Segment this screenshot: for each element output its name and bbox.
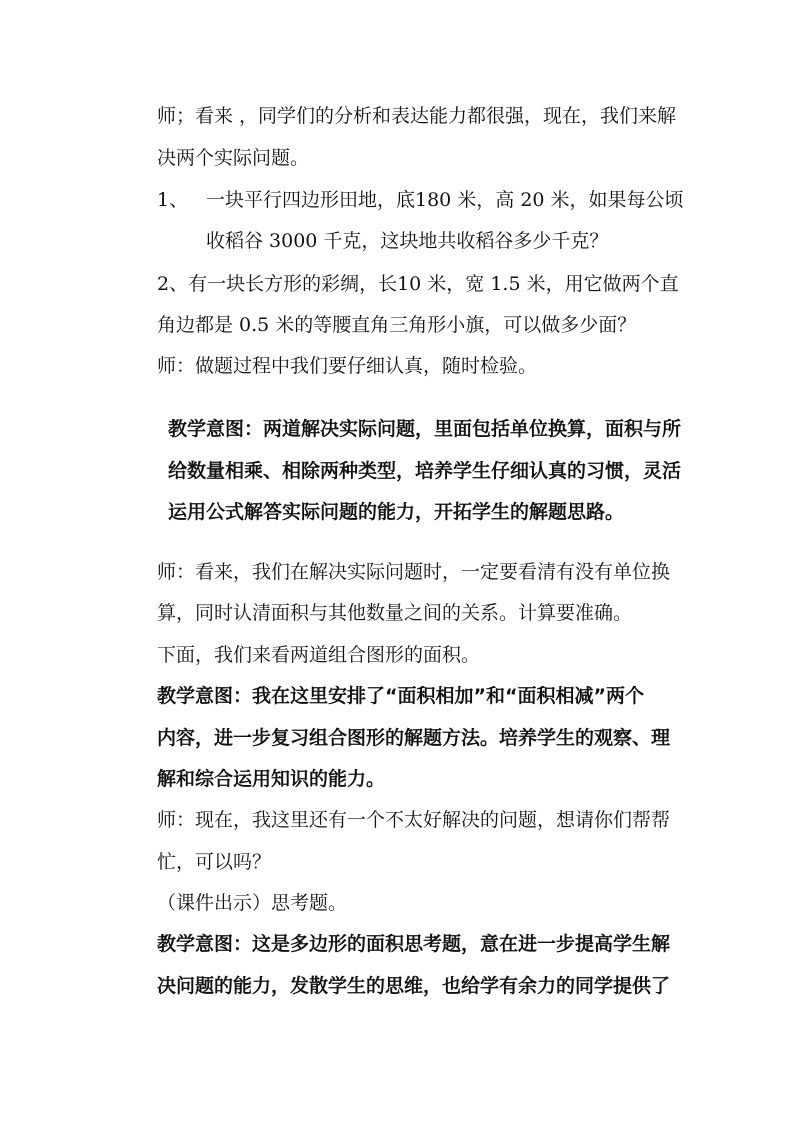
paragraph-line: 决两个实际问题。: [157, 147, 310, 169]
paragraph-line: 师：现在，我这里还有一个不太好解决的问题，想请你们帮帮: [157, 809, 671, 831]
teaching-intent-line: 教学意图：这是多边形的面积思考题，意在进一步提高学生解: [157, 933, 671, 955]
paragraph-line: 忙，可以吗？: [157, 851, 272, 873]
paragraph-line: 算，同时认清面积与其他数量之间的关系。计算要准确。: [157, 602, 633, 624]
paragraph-line: （课件出示）思考题。: [157, 892, 348, 914]
list-number: 1、: [157, 189, 189, 211]
paragraph-line: 下面，我们来看两道组合图形的面积。: [157, 644, 481, 666]
teaching-intent-line: 教学意图：两道解决实际问题，里面包括单位换算，面积与所: [168, 418, 682, 440]
list-item-text: 一块平行四边形田地，底180 米，高 20 米，如果每公顷: [206, 189, 684, 211]
paragraph-line: 师：看来，我们在解决实际问题时，一定要看清有没有单位换: [157, 561, 671, 583]
teaching-intent-line: 内容，进一步复习组合图形的解题方法。培养学生的观察、理: [157, 727, 671, 749]
list-item-text: 角边都是 0.5 米的等腰直角三角形小旗，可以做多少面？: [157, 314, 637, 336]
paragraph-line: 师；看来 ，同学们的分析和表达能力都很强，现在，我们来解: [157, 105, 677, 127]
teaching-intent-line: 教学意图：我在这里安排了“面积相加”和“面积相减”两个: [157, 685, 644, 707]
list-item-text: 收稻谷 3000 千克，这块地共收稻谷多少千克？: [206, 230, 609, 252]
list-item-text: 2、有一块长方形的彩绸，长10 米，宽 1.5 米，用它做两个直: [157, 273, 679, 295]
teaching-intent-line: 运用公式解答实际问题的能力，开拓学生的解题思路。: [168, 501, 625, 523]
teaching-intent-line: 给数量相乘、相除两种类型，培养学生仔细认真的习惯，灵活: [168, 460, 682, 482]
teaching-intent-line: 决问题的能力，发散学生的思维，也给学有余力的同学提供了: [157, 975, 671, 997]
teaching-intent-line: 解和综合运用知识的能力。: [157, 768, 386, 790]
paragraph-line: 师：做题过程中我们要仔细认真，随时检验。: [157, 355, 538, 377]
